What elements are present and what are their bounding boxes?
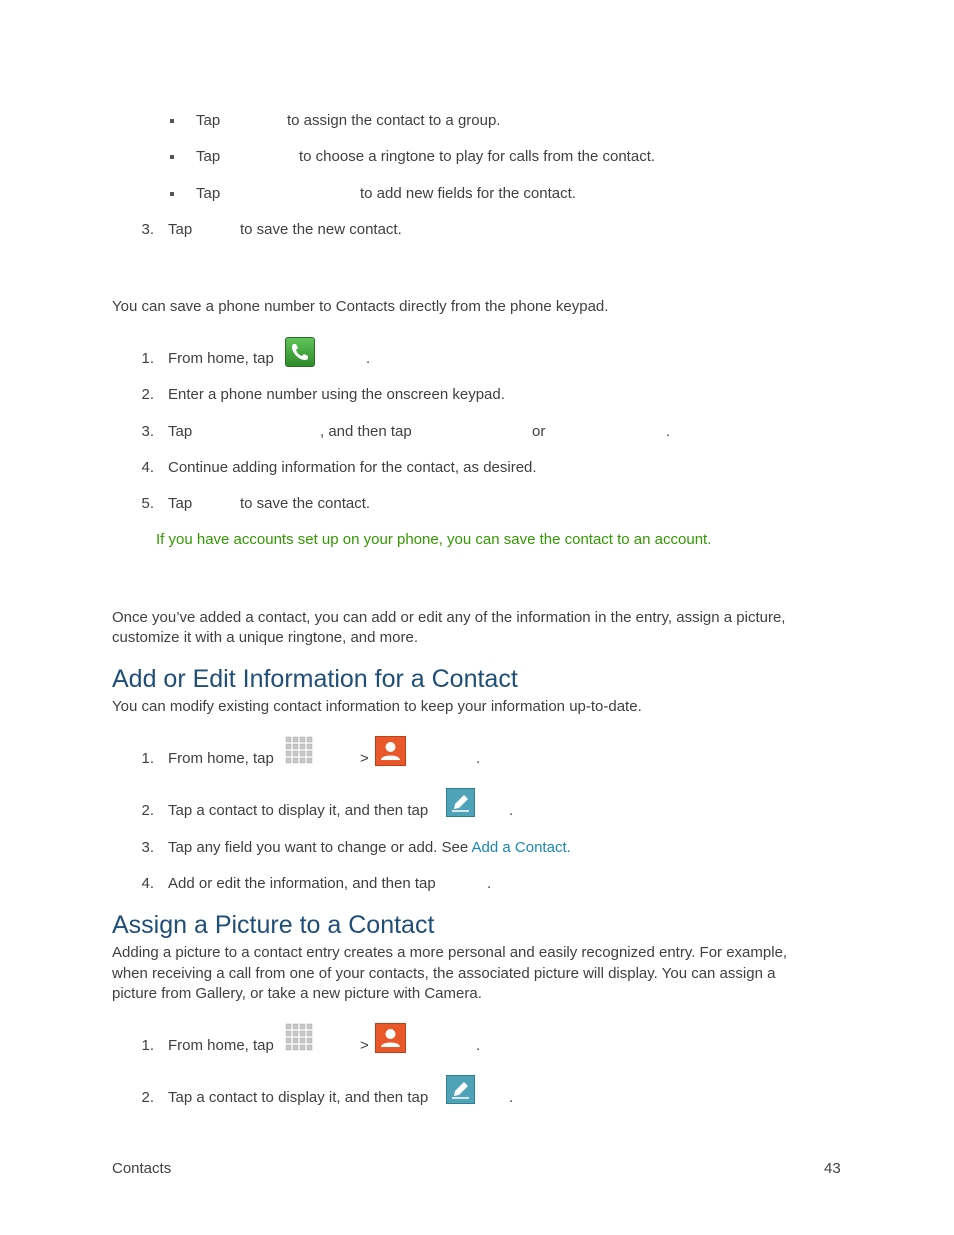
step-text: Enter a phone number using the onscreen keypad.	[168, 386, 505, 403]
step-gt: >	[360, 750, 369, 767]
step-text: From home, tap	[168, 1037, 274, 1054]
step-number: 3.	[141, 423, 154, 440]
bullet-marker	[170, 119, 174, 123]
contacts-icon	[375, 736, 406, 766]
step-tail: .	[476, 750, 481, 767]
footer-page-number: 43	[824, 1160, 841, 1177]
step-tap: Tap	[168, 495, 193, 512]
step-tail: .	[366, 350, 371, 367]
apps-grid-icon	[285, 736, 313, 764]
step-text: From home, tap	[168, 350, 274, 367]
step-text: Add or edit the information, and then tap	[168, 875, 436, 892]
step-text: to save the contact.	[240, 495, 371, 512]
step-number: 2.	[141, 802, 154, 819]
edit-pencil-icon	[446, 788, 475, 817]
section-intro-line: when receiving a call from one of your contacts, the associated picture will display. You can assign a	[112, 965, 776, 982]
bullet-marker	[170, 192, 174, 196]
section-intro-line: picture from Gallery, or take a new picture with Camera.	[112, 985, 482, 1002]
edit-intro-line: Once you’ve added a contact, you can add or edit any of the information in the entry, assign a picture,	[112, 609, 786, 626]
section-heading: Assign a Picture to a Contact	[112, 911, 435, 939]
edit-intro-line: customize it with a unique ringtone, and more.	[112, 629, 418, 646]
phone-icon	[285, 337, 315, 367]
bullet-text: to add new fields for the contact.	[360, 185, 576, 202]
step-tail: .	[666, 423, 671, 440]
step-number: 2.	[141, 386, 154, 403]
step-mid: , and then tap	[320, 423, 412, 440]
step-tail: .	[509, 1089, 514, 1106]
step-tail: .	[566, 839, 571, 856]
step-number: 1.	[141, 1037, 154, 1054]
step-tail: .	[509, 802, 514, 819]
step-text: Tap a contact to display it, and then tap	[168, 802, 429, 819]
note-text: If you have accounts set up on your phone, you can save the contact to an account.	[156, 531, 712, 548]
step-number: 4.	[141, 459, 154, 476]
step-number: 3.	[141, 221, 154, 238]
bullet-text: to assign the contact to a group.	[287, 112, 501, 129]
section-intro: You can modify existing contact information to keep your information up-to-date.	[112, 698, 642, 715]
add-a-contact-link[interactable]: Add a Contact	[471, 839, 567, 856]
step-number: 1.	[141, 750, 154, 767]
footer-section: Contacts	[112, 1160, 172, 1177]
step-number: 2.	[141, 1089, 154, 1106]
step-text-main: Tap any field you want to change or add. See	[168, 839, 472, 856]
apps-grid-icon	[285, 1023, 313, 1051]
bullet-tap: Tap	[196, 148, 221, 165]
step-tail: .	[476, 1037, 481, 1054]
step-number: 3.	[141, 839, 154, 856]
contacts-icon	[375, 1023, 406, 1053]
bullet-marker	[170, 155, 174, 159]
edit-pencil-icon	[446, 1075, 475, 1104]
step-or: or	[532, 423, 546, 440]
bullet-tap: Tap	[196, 112, 221, 129]
step-text: to save the new contact.	[240, 221, 402, 238]
section-intro-line: Adding a picture to a contact entry creates a more personal and easily recognized entry. For example,	[112, 944, 788, 961]
step-number: 1.	[141, 350, 154, 367]
bullet-tap: Tap	[196, 185, 221, 202]
step-number: 5.	[141, 495, 154, 512]
step-text: From home, tap	[168, 750, 274, 767]
step-text: Tap a contact to display it, and then tap	[168, 1089, 429, 1106]
step-tap: Tap	[168, 221, 193, 238]
step-text: Tap	[168, 423, 193, 440]
step-text	[168, 839, 571, 857]
step-text: Continue adding information for the contact, as desired.	[168, 459, 537, 476]
step-number: 4.	[141, 875, 154, 892]
step-tail: .	[487, 875, 492, 892]
keypad-intro: You can save a phone number to Contacts directly from the phone keypad.	[112, 298, 609, 315]
bullet-text: to choose a ringtone to play for calls from the contact.	[299, 148, 656, 165]
section-heading: Add or Edit Information for a Contact	[112, 665, 518, 693]
step-gt: >	[360, 1037, 369, 1054]
